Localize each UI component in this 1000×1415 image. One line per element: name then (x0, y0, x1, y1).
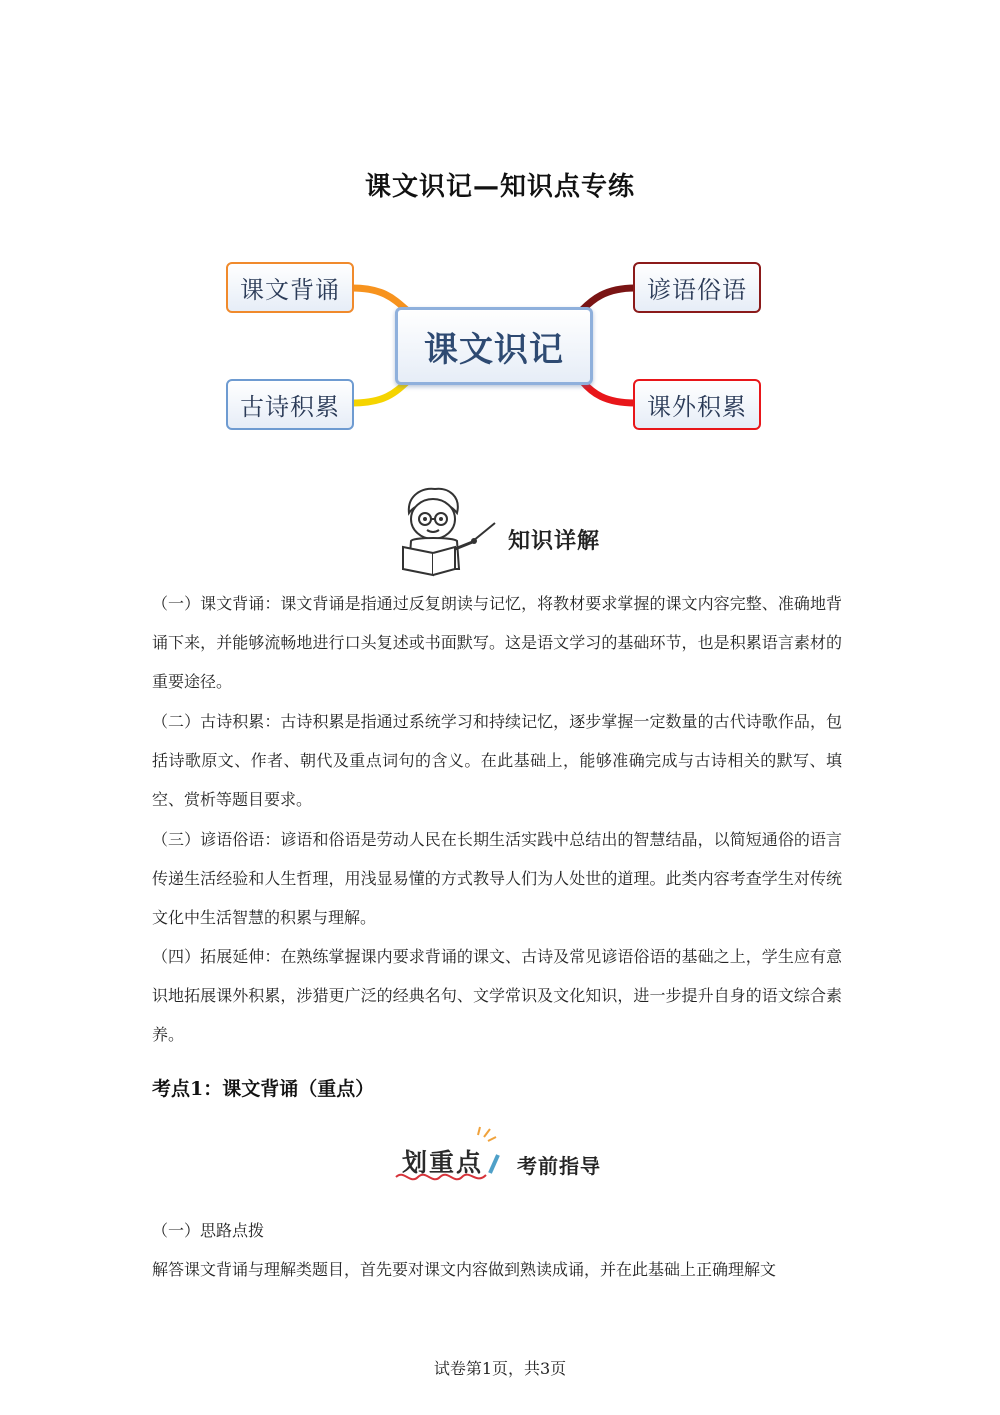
mindmap-node-top-left: 课文背诵 (226, 262, 354, 313)
paragraph-4: （四）拓展延伸：在熟练掌握课内要求背诵的课文、古诗及常见谚语俗语的基础之上，学生应有意识地拓展课外积累，涉猎更广泛的经典名句、文学常识及文化知识，进一步提升自身的语文综合素养。 (152, 947, 842, 1044)
mindmap-node-top-right: 谚语俗语 (633, 262, 761, 313)
paragraph-1: （一）课文背诵：课文背诵是指通过反复朗读与记忆，将教材要求掌握的课文内容完整、准确地背诵下来，并能够流畅地进行口头复述或书面默写。这是语文学习的基础环节，也是积累语言素材的重要途径。 (152, 594, 842, 691)
emphasis-left-label: 划重点 (402, 1148, 484, 1177)
paragraph-3: （三）谚语俗语：谚语和俗语是劳动人民在长期生活实践中总结出的智慧结晶，以简短通俗的语言传递生活经验和人生哲理，用浅显易懂的方式教导人们为人处世的道理。此类内容考查学生对传统文化中生活智慧的积累与理解。 (152, 830, 842, 927)
connector-bottom-right (582, 381, 635, 403)
sub-heading: （一）思路点拨 (152, 1221, 265, 1240)
page-title: 课文识记—知识点专练 (364, 172, 635, 202)
body-text: 解答课文背诵与理解类题目，首先要对课文内容做到熟读成诵，并在此基础上正确理解文 (152, 1260, 777, 1279)
connector-top-right (582, 288, 635, 310)
section-header-label: 知识详解 (508, 528, 601, 554)
mindmap-center-node: 课文识记 (395, 307, 593, 385)
mind-map (220, 255, 780, 440)
emphasis-right-label: 考前指导 (517, 1154, 601, 1178)
teacher-with-pointer-icon (395, 483, 505, 578)
page-footer: 试卷第1页，共3页 (433, 1359, 567, 1378)
paragraph-2: （二）古诗积累：古诗积累是指通过系统学习和持续记忆，逐步掌握一定数量的古代诗歌作品，包括诗歌原文、作者、朝代及重点词句的含义。在此基础上，能够准确完成与古诗相关的默写、填空、赏析等题目要求。 (152, 712, 842, 809)
mindmap-node-bottom-left: 古诗积累 (226, 379, 354, 430)
kaodian-heading: 考点1：课文背诵（重点） (152, 1078, 375, 1100)
mindmap-node-bottom-right: 课外积累 (633, 379, 761, 430)
